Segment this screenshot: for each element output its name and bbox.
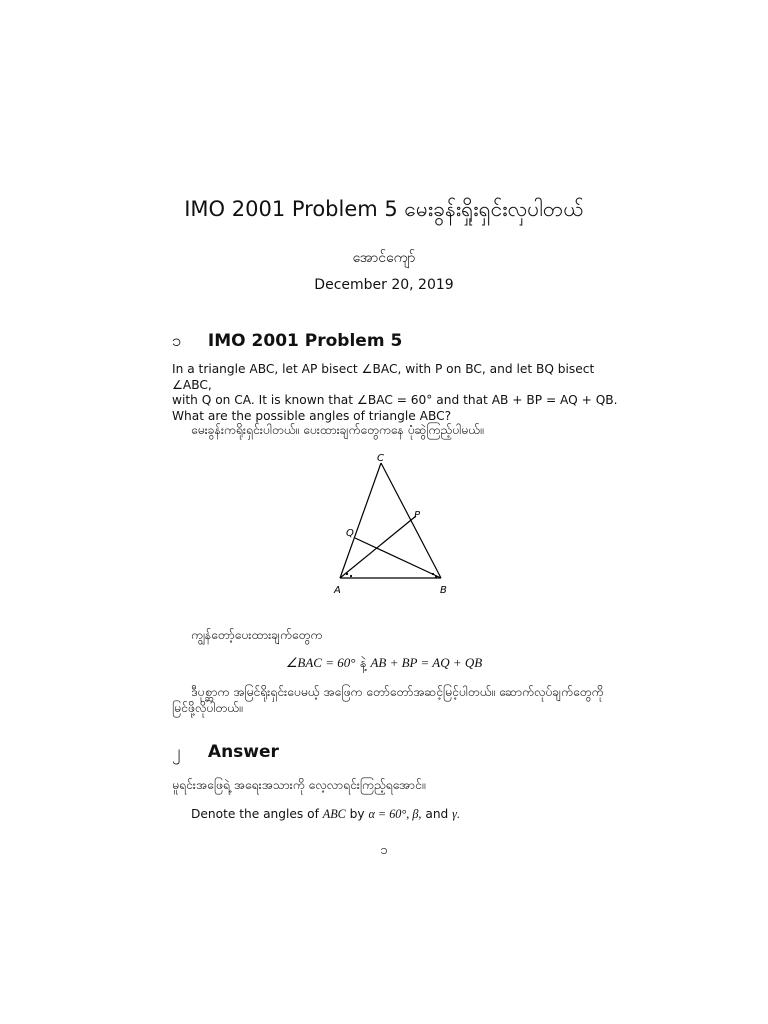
point-label-q: Q: [346, 528, 354, 539]
angle-mark-b1: [432, 573, 434, 575]
paragraph-line: ဒီပုစ္ဆာက အမြင်ရိုးရှင်းပေမယ့် အဖြေက တော်တော်အဆင့်မြင့်ပါတယ်။ ဆောက်လုပ်ချက်တွေကို: [191, 685, 604, 699]
denote-by: by: [349, 807, 365, 821]
angle-mark-a2: [350, 575, 352, 577]
denote-prefix: Denote the angles of: [191, 807, 319, 821]
bisector-bq: [355, 538, 441, 578]
observation-paragraph: [172, 685, 618, 716]
paragraph-line: မြင်ဖို့လိုပါတယ်။: [172, 700, 243, 715]
paper-title: IMO 2001 Problem 5 မေးခွန်းရှိုးရှင်းလှပါတယ်: [184, 197, 584, 221]
section-2-heading: [172, 741, 279, 766]
problem-line: In a triangle ABC, let AP bisect ∠BAC, with P on BC, and let BQ bisect ∠ABC,: [172, 362, 595, 392]
given-heading: ကျွန်တော့်ပေးထားချက်တွေက: [191, 628, 323, 642]
section-1-number: ၁: [172, 331, 182, 351]
given-equation: [0, 655, 768, 674]
section-1-title: IMO 2001 Problem 5: [207, 331, 403, 351]
triangle-figure: [320, 448, 460, 600]
section-2-number: ၂: [172, 742, 181, 762]
equation-and: နဲ့: [359, 656, 367, 671]
section-2-title: Answer: [207, 742, 279, 762]
angle-mark-a1: [346, 573, 348, 575]
denote-line: [191, 806, 618, 822]
paper-author: အောင်ကျော်: [352, 250, 416, 266]
denote-gamma: γ.: [452, 807, 461, 821]
burmese-intro: မေးခွန်းကရိုးရှင်းပါတယ်။ ပေးထားချက်တွေကနေ ပုံဆွဲကြည့်ပါမယ်။: [191, 423, 484, 437]
problem-line: What are the possible angles of triangle ABC?: [172, 408, 452, 423]
page-number: ၁: [380, 843, 388, 858]
vertex-label-b: B: [440, 585, 447, 596]
denote-and: and: [425, 807, 449, 821]
paper-date: December 20, 2019: [314, 277, 454, 293]
equation-angle: ∠BAC = 60°: [285, 655, 356, 670]
vertex-label-a: A: [334, 585, 341, 596]
point-label-p: P: [414, 510, 421, 521]
section-1-heading: [172, 330, 402, 355]
problem-line: with Q on CA. It is known that ∠BAC = 60° and that AB + BP = AQ + QB.: [172, 393, 618, 407]
angle-mark-b2: [435, 576, 437, 578]
denote-angles: α = 60°, β,: [368, 807, 422, 821]
answer-intro: မူရင်းအဖြေရဲ့ အရေးအသားကို လေ့လာရင်းကြည့်ရအောင်။: [172, 778, 426, 792]
denote-triangle: ABC: [322, 807, 346, 821]
problem-statement: [172, 362, 618, 424]
equation-sum: AB + BP = AQ + QB: [370, 655, 483, 670]
vertex-label-c: C: [377, 453, 384, 464]
